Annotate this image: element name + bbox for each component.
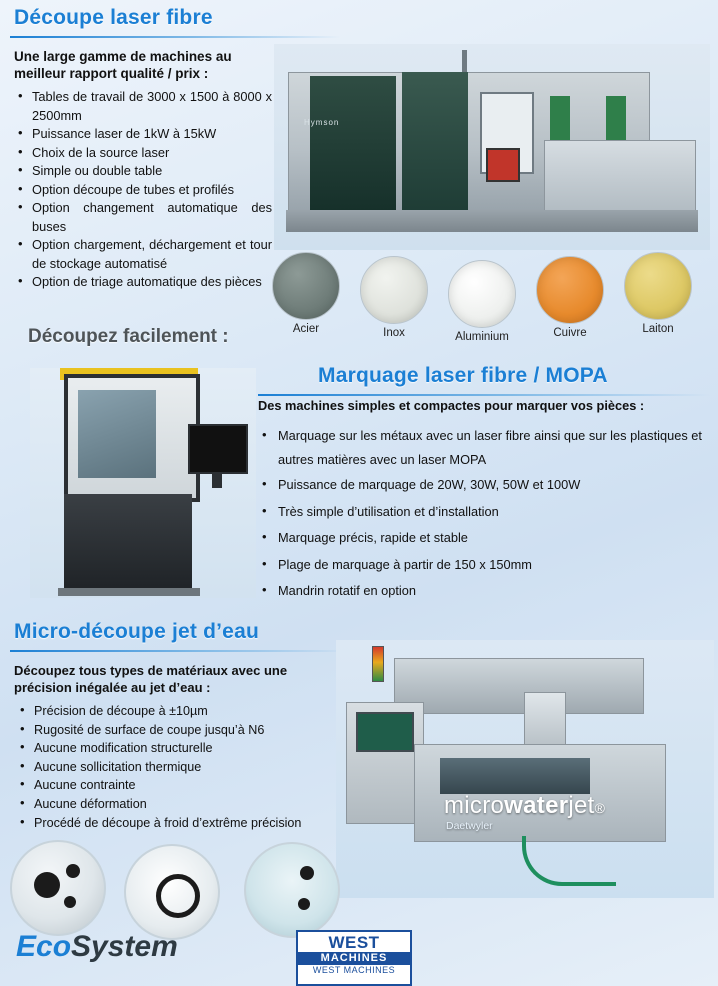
list-item: • Option chargement, déchargement et tour de stockage automatisé (14, 236, 272, 273)
marking-intro-text: Des machines simples et compactes pour marquer vos pièces : (258, 398, 645, 413)
list-item: • Aucune contrainte (14, 776, 360, 795)
list-item: • Simple ou double table (14, 162, 272, 181)
signal-tower-icon (372, 646, 384, 682)
material-disc (360, 256, 428, 324)
list-item: • Marquage sur les métaux avec un laser fibre ainsi que sur les plastiques et autres matières avec un laser MOPA (256, 424, 708, 472)
machine-foot (58, 588, 200, 596)
list-item: • Précision de découpe à ±10µm (14, 702, 360, 721)
sample-detail (34, 872, 60, 898)
machine-hose (522, 836, 616, 886)
company-logo-text (16, 930, 178, 964)
logo-suffix: System (71, 930, 178, 963)
material-disc (448, 260, 516, 328)
west-machines-logo (296, 930, 412, 986)
list-item: • Tables de travail de 3000 x 1500 à 8000 x 2500mm (14, 88, 272, 125)
sample-detail (66, 864, 80, 878)
laser-feature-list (14, 88, 272, 292)
list-item: • Procédé de découpe à froid d’extrême précision (14, 814, 360, 833)
brand-part-water: water (504, 792, 569, 819)
sample-detail (156, 874, 200, 918)
list-item: • Marquage précis, rapide et stable (256, 525, 708, 552)
machine-work-table (544, 140, 696, 220)
machine-enclosure-left (310, 76, 396, 212)
material-swatch-cuivre (536, 256, 604, 339)
list-item: • Aucune sollicitation thermique (14, 758, 360, 777)
machine-window (78, 390, 156, 478)
list-item: • Plage de marquage à partir de 150 x 150mm (256, 552, 708, 579)
sample-parts-group (6, 840, 356, 936)
waterjet-feature-list (14, 702, 360, 832)
machine-cutting-head (524, 692, 566, 750)
sample-detail (300, 866, 314, 880)
sample-detail (64, 896, 76, 908)
machine-water-basin (440, 758, 590, 794)
west-logo-line2: MACHINES (298, 952, 410, 965)
logo-prefix: Eco (16, 930, 72, 963)
marking-feature-list (256, 424, 708, 605)
list-item: • Mandrin rotatif en option (256, 578, 708, 605)
material-label: Acier (292, 323, 320, 335)
list-item: • Puissance de marquage de 20W, 30W, 50W et 100W (256, 472, 708, 499)
machine-monitor (188, 424, 248, 474)
machine-green-panel-2 (606, 96, 626, 146)
sample-part-1 (10, 840, 106, 936)
list-item: • Puissance laser de 1kW à 15kW (14, 125, 272, 144)
machine-control-screen (356, 712, 414, 752)
material-swatch-inox (360, 256, 428, 339)
material-disc (272, 252, 340, 320)
west-logo-line1: WEST (328, 933, 380, 952)
material-swatch-laiton (624, 252, 692, 335)
sample-detail (298, 898, 310, 910)
section-title-laser: Découpe laser fibre (14, 6, 213, 29)
list-item: • Option de triage automatique des pièces (14, 273, 272, 292)
brand-registered-mark: ® (594, 800, 606, 816)
material-swatch-group (272, 252, 712, 348)
machine-control-screen (486, 148, 520, 182)
section-title-marking: Marquage laser fibre / MOPA (318, 364, 608, 387)
material-label: Inox (383, 327, 405, 339)
marking-machine-photo (30, 368, 256, 598)
divider-laser (10, 36, 340, 38)
divider-waterjet (10, 650, 350, 652)
divider-marking (258, 394, 710, 396)
laser-cutting-machine-photo (274, 44, 710, 250)
waterjet-brand-label (444, 792, 605, 820)
material-disc (536, 256, 604, 324)
machine-brand-label: Hymson (304, 118, 340, 127)
laser-intro-text: Une large gamme de machines au meilleur rapport qualité / prix : (14, 49, 232, 81)
list-item: • Choix de la source laser (14, 144, 272, 163)
list-item: • Option changement automatique des buses (14, 199, 272, 236)
sample-part-2 (124, 844, 220, 940)
list-item: • Aucune déformation (14, 795, 360, 814)
machine-green-panel-1 (550, 96, 570, 146)
brand-part-micro: micro (444, 792, 505, 819)
west-logo-line3: WEST MACHINES (312, 965, 396, 975)
material-label: Laiton (642, 323, 674, 335)
machine-base (286, 210, 698, 232)
material-swatch-acier (272, 252, 340, 335)
waterjet-brand-sub: Daetwyler (446, 820, 493, 832)
sample-part-3 (244, 842, 340, 938)
list-item: • Rugosité de surface de coupe jusqu’à N6 (14, 721, 360, 740)
laser-tagline: Découpez facilement : (28, 326, 229, 347)
material-swatch-aluminium (448, 260, 516, 343)
machine-cabinet (64, 494, 192, 590)
material-label: Aluminium (455, 331, 509, 343)
list-item: • Aucune modification structurelle (14, 739, 360, 758)
brand-part-jet: jet (568, 792, 595, 819)
material-disc (624, 252, 692, 320)
section-title-waterjet: Micro-découpe jet d’eau (14, 620, 259, 643)
machine-enclosure-right (402, 72, 468, 218)
list-item: • Très simple d’utilisation et d’installation (256, 499, 708, 526)
list-item: • Option découpe de tubes et profilés (14, 181, 272, 200)
material-label: Cuivre (553, 327, 587, 339)
machine-gantry (394, 658, 644, 714)
waterjet-machine-photo (336, 640, 714, 898)
waterjet-intro-text: Découpez tous types de matériaux avec une précision inégalée au jet d’eau : (14, 663, 288, 695)
